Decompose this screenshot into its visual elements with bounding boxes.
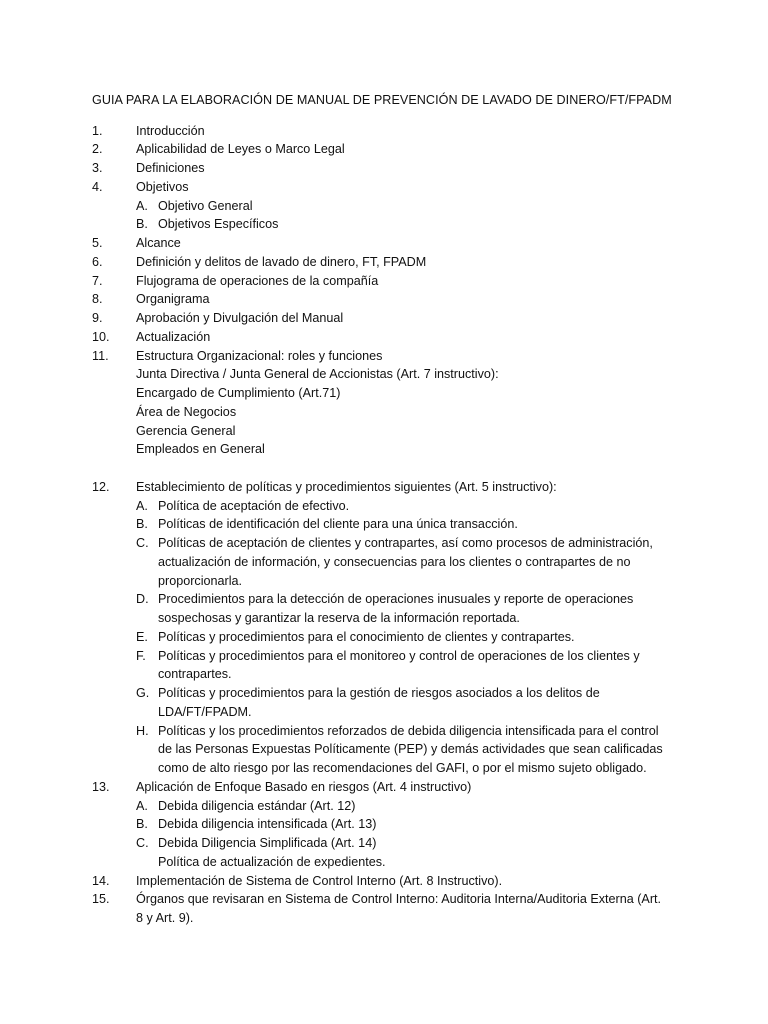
item-text: Debida diligencia intensificada (Art. 13) [158, 817, 377, 832]
item-number: 11. [92, 348, 109, 363]
list-item [0, 478, 768, 497]
item-text: Procedimientos para la detección de operaciones inusuales y reporte de operaciones [158, 592, 634, 607]
sub-item-letter: B. [136, 217, 148, 232]
item-number: 2. [92, 142, 103, 157]
sub-item-continuation [0, 759, 768, 778]
item-text: Organigrama [136, 292, 210, 307]
item-text: Aplicación de Enfoque Basado en riesgos (Art. 4 instructivo) [136, 779, 472, 794]
sub-item-continuation [0, 853, 768, 872]
sub-list-item [0, 834, 768, 853]
list-item-continuation [0, 440, 768, 459]
document-outline [0, 122, 768, 928]
item-text: Políticas y procedimientos para el monitoreo y control de operaciones de los clientes y [158, 648, 640, 663]
sub-list-item [0, 797, 768, 816]
item-text: actualización de información, y consecuencias para los clientes o contrapartes de no [158, 554, 631, 569]
item-text: Definición y delitos de lavado de dinero, FT, FPADM [136, 254, 427, 269]
item-text: Debida Diligencia Simplificada (Art. 14) [158, 836, 377, 850]
sub-list-item [0, 628, 768, 647]
sub-item-letter: A. [136, 498, 148, 513]
list-item [0, 872, 768, 891]
item-text: como de alto riesgo por las recomendaciones del GAFI, o por el mismo sujeto obligado. [158, 761, 647, 775]
item-text: Área de Negocios [136, 404, 237, 419]
sub-list-item [0, 815, 768, 834]
item-number: 6. [92, 254, 103, 269]
item-text: proporcionarla. [158, 573, 243, 588]
sub-item-letter: C. [136, 536, 149, 550]
sub-list-item [0, 497, 768, 516]
item-text: Políticas y procedimientos para el conocimiento de clientes y contrapartes. [158, 629, 575, 644]
item-text: Introducción [136, 123, 205, 138]
item-text: Objetivos Específicos [158, 217, 279, 232]
item-text: Empleados en General [136, 442, 265, 457]
item-text: Gerencia General [136, 423, 236, 438]
sub-item-letter: C. [136, 836, 149, 850]
item-text: Objetivo General [158, 198, 253, 213]
item-number: 8. [92, 292, 103, 307]
item-text: Políticas y procedimientos para la gestión de riesgos asociados a los delitos de [158, 686, 600, 700]
sub-item-letter: B. [136, 817, 148, 832]
sub-item-letter: B. [136, 517, 148, 532]
item-text: Junta Directiva / Junta General de Accionistas (Art. 7 instructivo): [136, 367, 499, 382]
item-text: Debida diligencia estándar (Art. 12) [158, 798, 356, 813]
list-item [0, 159, 768, 178]
sub-item-continuation [0, 740, 768, 759]
item-text: Políticas de identificación del cliente para una única transacción. [158, 517, 518, 532]
list-item-continuation [0, 365, 768, 384]
sub-list-item [0, 515, 768, 534]
item-number: 3. [92, 161, 103, 175]
item-number: 7. [92, 273, 103, 288]
document-title: GUIA PARA LA ELABORACIÓN DE MANUAL DE PREVENCIÓN DE LAVADO DE DINERO/FT/FPADM [92, 93, 672, 107]
item-text: 8 y Art. 9). [136, 911, 194, 925]
item-text: Políticas de aceptación de clientes y contrapartes, así como procesos de administración, [158, 536, 653, 550]
sub-list-item [0, 197, 768, 216]
list-item [0, 272, 768, 291]
sub-item-letter: A. [136, 198, 148, 213]
sub-item-continuation [0, 609, 768, 628]
sub-list-item [0, 722, 768, 741]
sub-item-letter: A. [136, 798, 148, 813]
list-item-continuation [0, 422, 768, 441]
item-text: Políticas y los procedimientos reforzados de debida diligencia intensificada para el control [158, 723, 659, 738]
item-text: Política de actualización de expedientes. [158, 854, 386, 869]
item-text: LDA/FT/FPADM. [158, 704, 252, 719]
sub-list-item [0, 534, 768, 553]
item-text: Aprobación y Divulgación del Manual [136, 311, 344, 325]
sub-list-item [0, 684, 768, 703]
item-number: 1. [92, 123, 103, 138]
list-item [0, 890, 768, 909]
item-text: sospechosas y garantizar la reserva de la información reportada. [158, 611, 520, 625]
item-text: Encargado de Cumplimiento (Art.71) [136, 386, 341, 400]
list-item [0, 290, 768, 309]
item-text: Política de aceptación de efectivo. [158, 498, 350, 513]
item-text: Objetivos [136, 179, 189, 194]
list-item [0, 778, 768, 797]
item-number: 15. [92, 892, 110, 907]
list-item [0, 309, 768, 328]
blank-line [0, 459, 768, 478]
item-number: 10. [92, 329, 110, 344]
item-number: 14. [92, 873, 110, 888]
item-text: Definiciones [136, 161, 205, 175]
list-item [0, 178, 768, 197]
list-item-continuation [0, 909, 768, 928]
item-text: Flujograma de operaciones de la compañía [136, 273, 379, 288]
item-text: de las Personas Expuestas Políticamente (PEP) y demás actividades que sean calificadas [158, 742, 663, 757]
list-item [0, 347, 768, 366]
sub-item-continuation [0, 665, 768, 684]
item-number: 4. [92, 179, 103, 194]
sub-item-letter: H. [136, 723, 149, 738]
sub-item-letter: F. [136, 648, 146, 663]
item-number: 12. [92, 479, 110, 494]
sub-item-continuation [0, 572, 768, 591]
sub-list-item [0, 590, 768, 609]
sub-list-item [0, 215, 768, 234]
item-number: 5. [92, 236, 103, 250]
item-text: contrapartes. [158, 667, 232, 682]
item-number: 13. [92, 779, 110, 794]
sub-item-continuation [0, 553, 768, 572]
list-item [0, 253, 768, 272]
item-text: Aplicabilidad de Leyes o Marco Legal [136, 142, 345, 157]
list-item [0, 328, 768, 347]
sub-item-letter: G. [136, 686, 150, 700]
item-number: 9. [92, 311, 103, 325]
sub-list-item [0, 647, 768, 666]
list-item [0, 234, 768, 253]
sub-item-continuation [0, 703, 768, 722]
list-item-continuation [0, 403, 768, 422]
item-text: Órganos que revisaran en Sistema de Control Interno: Auditoria Interna/Auditoria Externa (Art. [136, 892, 662, 907]
item-text: Alcance [136, 236, 181, 250]
item-text: Estructura Organizacional: roles y funciones [136, 348, 383, 363]
item-text: Establecimiento de políticas y procedimientos siguientes (Art. 5 instructivo): [136, 479, 557, 494]
list-item [0, 122, 768, 141]
sub-item-letter: E. [136, 629, 148, 644]
item-text: Implementación de Sistema de Control Interno (Art. 8 Instructivo). [136, 873, 503, 888]
list-item [0, 140, 768, 159]
item-text: Actualización [136, 329, 211, 344]
sub-item-letter: D. [136, 592, 149, 607]
list-item-continuation [0, 384, 768, 403]
